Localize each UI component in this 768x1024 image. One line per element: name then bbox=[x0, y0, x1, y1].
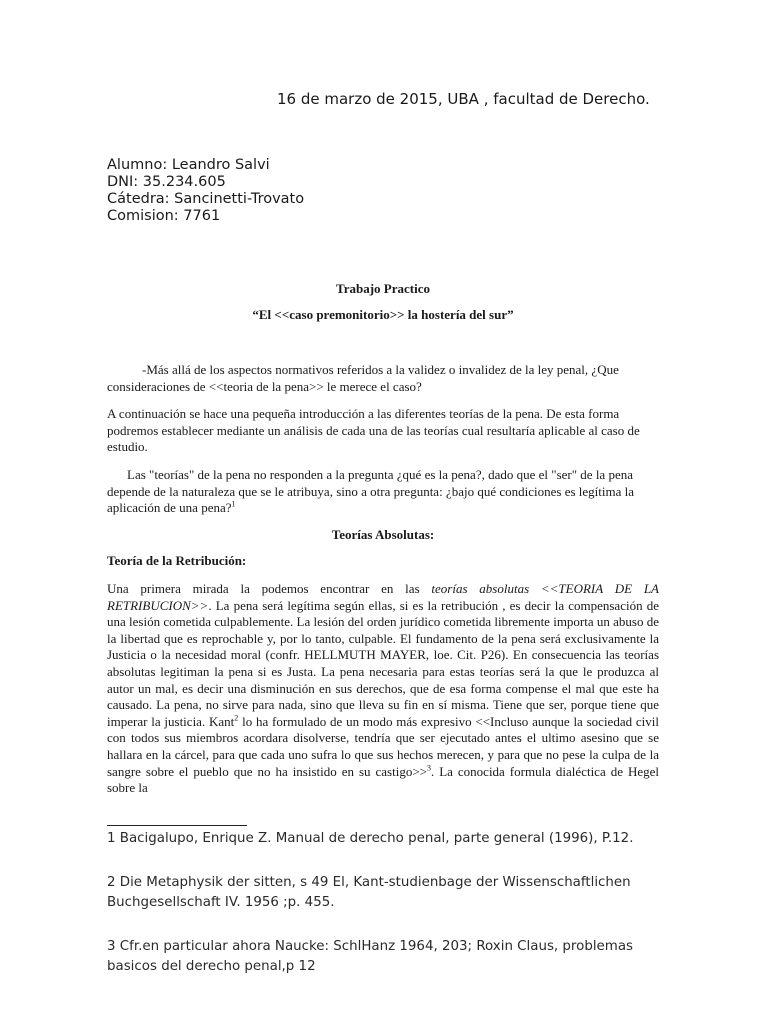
document-title: Trabajo Practico bbox=[336, 281, 430, 296]
date-line: 16 de marzo de 2015, UBA , facultad de Derecho. bbox=[277, 90, 650, 108]
retrib-text-3: lo ha formulado de un modo más expresivo <<Incluso aunque la sociedad civil con todos sus miembros acordara disolverse, tendría que ser ejecutado antes el ultimo asesino que se hallara en la cárcel, para que cada uno sufra lo que sus hechos merecen, y para que no pese la culpa de la sangre sobre el pueblo que no ha insistido en su castigo>> bbox=[107, 713, 660, 779]
student-name: Alumno: Leandro Salvi bbox=[107, 157, 270, 173]
retribucion-paragraph bbox=[107, 581, 659, 797]
question-paragraph: -Más allá de los aspectos normativos referidos a la validez o invalidez de la ley penal, ¿Que consideraciones de <<teoria de la pena>> le merece el caso? bbox=[107, 362, 619, 394]
footnote-3: 3 Cfr.en particular ahora Naucke: SchlHanz 1964, 203; Roxin Claus, problemas basicos del derecho penal,p 12 bbox=[107, 939, 634, 974]
intro-paragraph: A continuación se hace una pequeña introducción a las diferentes teorías de la pena. De esta forma podremos establecer mediante un análisis de cada una de las teorías cual resultaría aplicable al caso de estudio. bbox=[107, 406, 640, 455]
footnote-ref-1: 1 bbox=[231, 499, 236, 509]
retrib-text-1: Una primera mirada la podemos encontrar en las bbox=[107, 581, 432, 596]
teorias-text: Las "teorías" de la pena no responden a la pregunta ¿qué es la pena?, dado que el "ser" de la pena depende de la naturaleza que se le atribuya, sino a otra pregunta: ¿bajo qué condiciones es legítima la aplicación de una pena? bbox=[107, 467, 635, 516]
footnote-2: 2 Die Metaphysik der sitten, s 49 El, Kant-studienbage der Wissenschaftlichen Buchgesellschaft IV. 1956 ;p. 455. bbox=[107, 875, 631, 910]
student-dni: DNI: 35.234.605 bbox=[107, 174, 226, 190]
retrib-text-2: . La pena será legítima según ellas, si es la retribución , es decir la compensación de una lesión cometida culpablemente. La lesión del orden jurídico cometida libremente importa un abuso de la libertad que es reprochable y, por lo tanto, culpable. El fundamento de la pena será exclusivamente la Justicia o la necesidad moral (confr. HELLMUTH MAYER, loe. Cit. P26). En consecuencia las teorías absolutas legitiman la pena si es Justa. La pena necesaria para estas teorías será la que le produzca al autor un mal, es decir una disminución en sus derechos, que de esa forma compense el mal que este ha causado. La pena, no sirve para nada, sino que lleva su fin en sí misma. Tiene que ser, porque tiene que imperar la justicia. Kant bbox=[107, 597, 659, 729]
retrib-text-4: . La conocida formula dialéctica de Hegel sobre la bbox=[107, 763, 659, 796]
footnote-ref-2: 2 bbox=[234, 713, 239, 723]
heading-teorias-absolutas: Teorías Absolutas: bbox=[331, 527, 435, 542]
teorias-paragraph bbox=[107, 467, 659, 517]
footnote-ref-3: 3 bbox=[427, 763, 431, 773]
document-subtitle: “El <<caso premonitorio>> la hostería del sur” bbox=[252, 307, 514, 322]
student-catedra: Cátedra: Sancinetti-Trovato bbox=[107, 191, 305, 207]
student-comision: Comision: 7761 bbox=[107, 208, 221, 224]
retrib-emphasis: teorías absolutas <<TEORIA DE LA RETRIBUCION>> bbox=[107, 581, 659, 613]
student-info bbox=[107, 157, 304, 225]
heading-teoria-retribucion: Teoría de la Retribución: bbox=[107, 553, 247, 568]
footnote-separator bbox=[107, 825, 247, 826]
footnote-1: 1 Bacigalupo, Enrique Z. Manual de derecho penal, parte general (1996), P.12. bbox=[107, 831, 634, 846]
